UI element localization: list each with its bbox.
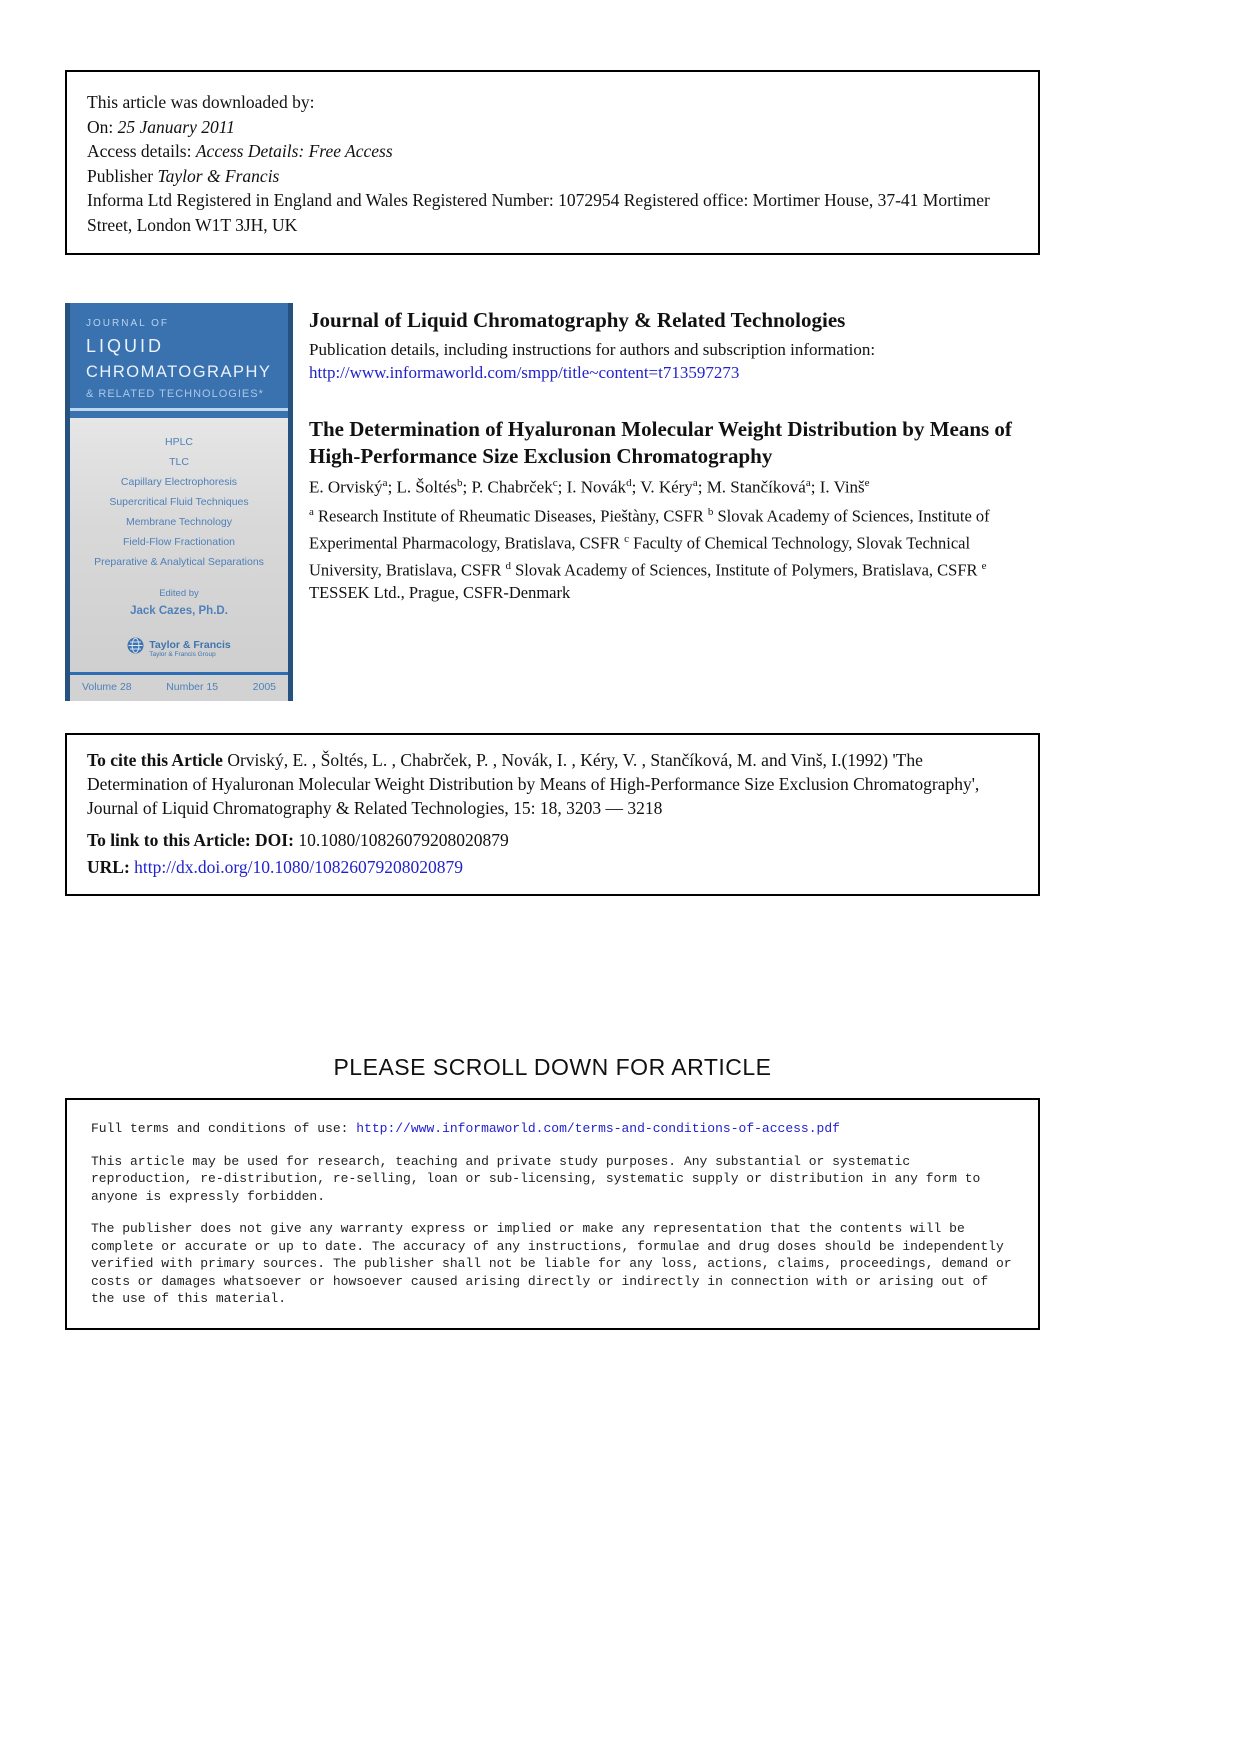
affiliation-mark: a xyxy=(309,505,314,518)
author-name: I. Vinš xyxy=(819,477,865,497)
publisher-label: Publisher xyxy=(87,165,158,186)
cover-blue-strip xyxy=(70,411,288,418)
author-name: I. Novák xyxy=(566,477,627,497)
journal-name: Journal of Liquid Chromatography & Related Technologies xyxy=(309,308,846,332)
cover-header xyxy=(70,303,288,408)
article-title: The Determination of Hyaluronan Molecular Weight Distribution by Means of High-Performance Size Exclusion Chromatography xyxy=(309,417,1012,468)
cover-topics-list xyxy=(94,432,264,572)
informa-registration-line: Informa Ltd Registered in England and Wales Registered Number: 1072954 Registered office: Mortimer House, 37-41 Mortimer Street, London W1T 3JH, UK xyxy=(87,190,990,235)
full-terms-line xyxy=(91,1120,1014,1138)
url-label: URL: xyxy=(87,857,135,877)
author-affiliation-mark: d xyxy=(626,477,632,489)
terms-paragraph-2: The publisher does not give any warranty express or implied or make any representation that the contents will be complete or accurate or up to date. The accuracy of any instructions, formulae and drug doses should be independently verified with primary sources. The publisher shall not be liable for any loss, actions, claims, proceedings, demand or costs or damages whatsoever or howsoever caused arising directly or indirectly in connection with or arising out of the use of this material. xyxy=(91,1221,1012,1306)
cover-body xyxy=(70,418,288,672)
affiliation-mark: c xyxy=(624,532,630,545)
doi-url-link[interactable]: http://dx.doi.org/10.1080/10826079208020879 xyxy=(134,857,463,877)
access-value: Access Details: Free Access xyxy=(195,141,393,161)
downloaded-by-line: This article was downloaded by: xyxy=(87,92,315,112)
cover-volume: Volume 28 xyxy=(82,681,132,693)
page-content xyxy=(65,0,1040,1330)
cover-publisher-logo xyxy=(127,637,231,659)
full-terms-label: Full terms and conditions of use: xyxy=(91,1121,357,1136)
affiliation-mark: e xyxy=(981,559,987,572)
cover-footer xyxy=(70,672,288,701)
cover-topic: Field-Flow Fractionation xyxy=(122,536,236,548)
citation-box xyxy=(65,733,1040,896)
affiliation-mark: b xyxy=(707,505,714,518)
cover-topic: Capillary Electrophoresis xyxy=(120,476,238,488)
terms-box xyxy=(65,1098,1040,1330)
journal-cover-image xyxy=(65,303,293,701)
journal-header-section xyxy=(65,303,1040,701)
cover-eyebrow: JOURNAL OF xyxy=(86,318,169,329)
publication-details-text: Publication details, including instructions for authors and subscription information: xyxy=(309,340,876,359)
cover-logo-name: Taylor & Francis xyxy=(149,638,231,651)
cite-text: Orviský, E. , Šoltés, L. , Chabrček, P. , Novák, I. , Kéry, V. , Stančíková, M. and Vinš, I.(1992) 'The Determination of Hyaluronan Molecular Weight Distribution by Means of High-Performance Size Exclusion Chromatography', Journal of Liquid Chromatography & Related Technologies, 15: 18, 3203 — 3218 xyxy=(87,750,980,818)
author-name: E. Orviský xyxy=(309,477,383,497)
on-value: 25 January 2011 xyxy=(117,116,235,137)
affiliation-mark: d xyxy=(505,559,511,572)
cover-title-line2: CHROMATOGRAPHY xyxy=(86,363,272,381)
on-label: On: xyxy=(87,116,118,137)
author-affiliation-mark: a xyxy=(382,477,388,489)
publisher-line xyxy=(87,164,1018,189)
cite-label: To cite this Article xyxy=(87,750,223,770)
author-affiliation-mark: a xyxy=(805,477,811,489)
author-name: V. Kéry xyxy=(640,477,693,497)
doi-value: 10.1080/10826079208020879 xyxy=(298,830,509,850)
cover-logo-text xyxy=(149,639,231,658)
cover-subtitle: & RELATED TECHNOLOGIES* xyxy=(86,388,264,400)
access-label: Access details: xyxy=(87,141,196,161)
globe-icon xyxy=(127,637,144,659)
cover-edited-by-label: Edited by xyxy=(159,588,199,599)
journal-details-column xyxy=(309,303,1024,701)
author-name: M. Stančíková xyxy=(706,477,806,497)
cite-line xyxy=(87,748,1018,820)
cover-logo-subtext: Taylor & Francis Group xyxy=(149,650,216,658)
cover-year: 2005 xyxy=(252,681,276,693)
doi-line xyxy=(87,828,1018,852)
author-name: P. Chabrček xyxy=(471,477,553,497)
publisher-value: Taylor & Francis xyxy=(157,165,280,186)
article-affiliations: $^a$ Research Institute of Rheumatic Diseases, Pieštàny, CSFR $^b$ Slovak Academy of Sciences, Institute of Experimental Pharmacology, Bratislava, CSFR $^c$ Faculty of Chemical Technology, Slovak Technical University, Bratislava, CSFR $^d$ Slovak Academy of Sciences, Institute of Polymers, Bratislava, CSFR $^e$ TESSEK Ltd., Prague, CSFR-Denmark xyxy=(309,505,990,602)
terms-paragraph-1: This article may be used for research, teaching and private study purposes. Any substantial or systematic reproduction, re-distribution, re-selling, loan or sub-licensing, systematic supply or distribution in any form to anyone is expressly forbidden. xyxy=(91,1153,981,1204)
scroll-down-notice: PLEASE SCROLL DOWN FOR ARTICLE xyxy=(333,1054,772,1080)
cover-topic: TLC xyxy=(169,456,189,468)
journal-homepage-link[interactable]: http://www.informaworld.com/smpp/title~content=t713597273 xyxy=(309,363,740,382)
author-affiliation-mark: c xyxy=(552,477,558,489)
cover-topic: Supercritical Fluid Techniques xyxy=(109,496,249,508)
author-name: L. Šoltés xyxy=(396,477,457,497)
cover-number: Number 15 xyxy=(166,681,219,693)
download-date-line xyxy=(87,115,1018,140)
cover-topic: Preparative & Analytical Separations xyxy=(94,556,264,568)
author-affiliation-mark: b xyxy=(457,477,463,489)
article-authors: E. Orviský$^a$; L. Šoltés$^b$; P. Chabrček$^c$; I. Novák$^d$; V. Kéry$^a$; M. Stančíková$^a$; I. Vinš$^e$ xyxy=(309,477,870,497)
cover-topic: HPLC xyxy=(164,436,193,448)
cover-topic: Membrane Technology xyxy=(125,516,233,528)
author-affiliation-mark: e xyxy=(864,477,870,489)
cover-title-line1: LIQUID xyxy=(86,336,165,356)
doi-label: To link to this Article: DOI: xyxy=(87,830,299,850)
access-details-line xyxy=(87,139,1018,164)
terms-pdf-link[interactable]: http://www.informaworld.com/terms-and-conditions-of-access.pdf xyxy=(356,1121,840,1136)
author-affiliation-mark: a xyxy=(692,477,698,489)
download-notice-box xyxy=(65,70,1040,255)
url-line xyxy=(87,855,1018,879)
cover-editor-name: Jack Cazes, Ph.D. xyxy=(130,605,228,617)
